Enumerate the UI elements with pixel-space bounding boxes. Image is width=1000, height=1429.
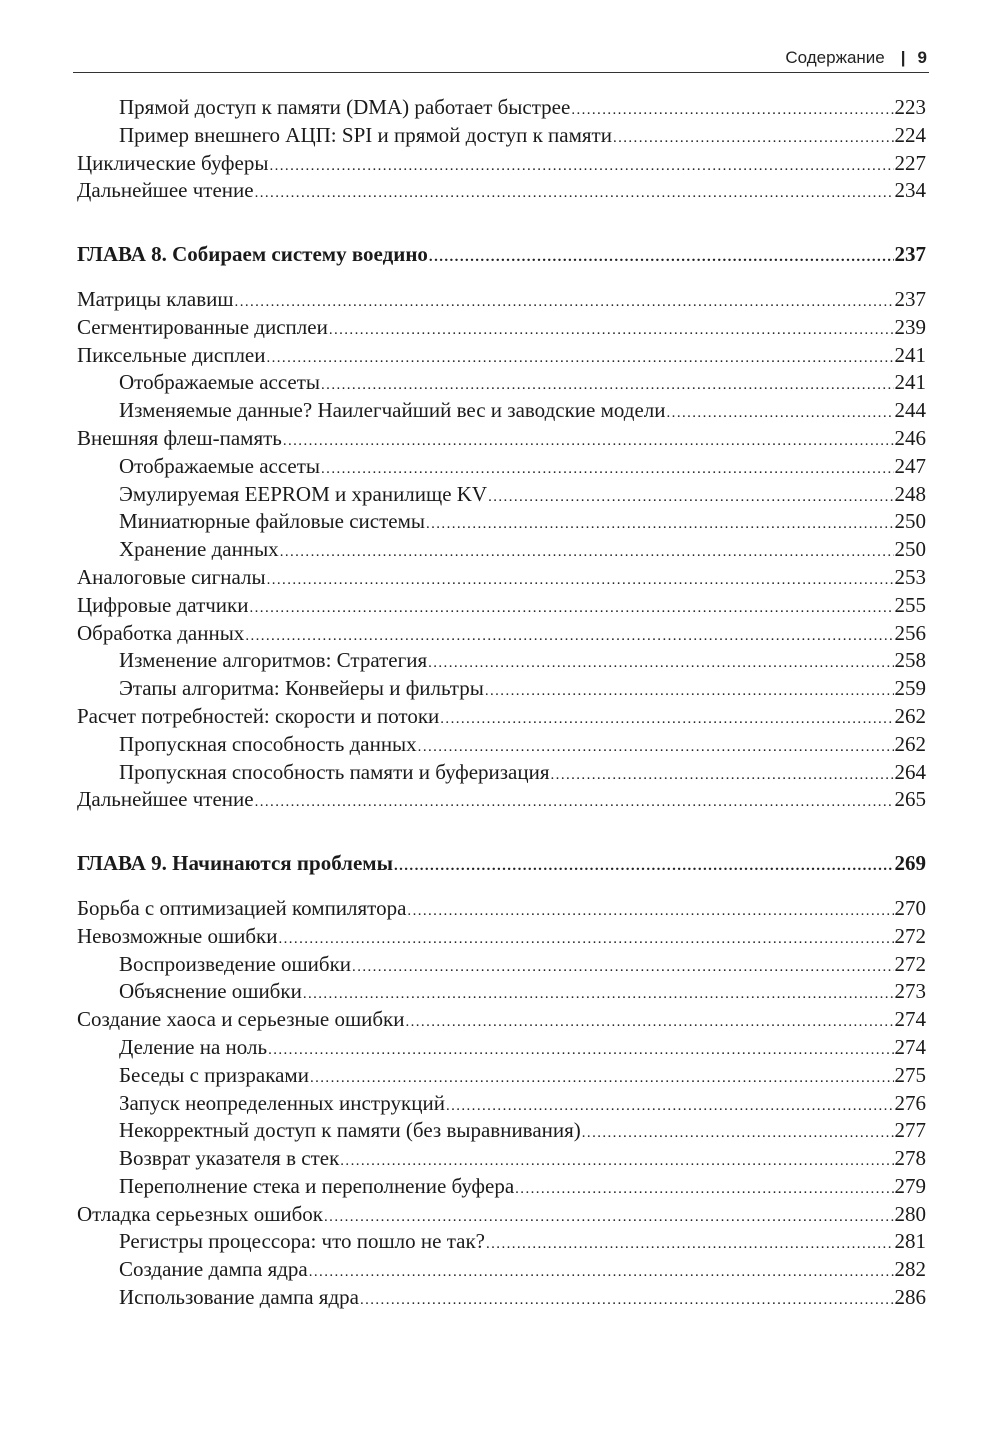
toc-entry[interactable]: Невозможные ошибки ..... 272 — [77, 923, 926, 951]
toc-entry[interactable]: Пиксельные дисплеи ..... 241 — [77, 342, 926, 370]
toc-entry[interactable]: Борьба с оптимизацией компилятора ..... 270 — [77, 895, 926, 923]
toc-entry[interactable]: Создание дампа ядра ..... 282 — [77, 1256, 926, 1284]
toc-entry[interactable]: Внешняя флеш-память ..... 246 — [77, 425, 926, 453]
toc-entry[interactable]: Расчет потребностей: скорости и потоки ..... 262 — [77, 703, 926, 731]
toc-entry[interactable]: Возврат указателя в стек ..... 278 — [77, 1145, 926, 1173]
running-header — [73, 44, 929, 73]
toc-entry[interactable]: Изменение алгоритмов: Стратегия ..... 258 — [77, 647, 926, 675]
chapter-8-heading[interactable]: ГЛАВА 8. Собираем систему воедино ..... 237 — [77, 241, 926, 269]
toc-entry[interactable]: Эмулируемая EEPROM и хранилище KV ..... 248 — [77, 481, 926, 509]
toc-entry[interactable]: Объяснение ошибки ..... 273 — [77, 978, 926, 1006]
header-page-number: 9 — [917, 48, 927, 67]
toc-entry[interactable]: Деление на ноль ..... 274 — [77, 1034, 926, 1062]
toc-entry[interactable]: Отладка серьезных ошибок ..... 280 — [77, 1201, 926, 1229]
toc-entry[interactable]: Пропускная способность данных ..... 262 — [77, 731, 926, 759]
toc-entry[interactable]: Запуск неопределенных инструкций ..... 276 — [77, 1090, 926, 1118]
toc-entry[interactable]: Хранение данных ..... 250 — [77, 536, 926, 564]
toc-entry[interactable]: Переполнение стека и переполнение буфера ..... 279 — [77, 1173, 926, 1201]
toc-entry[interactable]: Регистры процессора: что пошло не так? ..... 281 — [77, 1228, 926, 1256]
toc-entry[interactable]: Этапы алгоритма: Конвейеры и фильтры ..... 259 — [77, 675, 926, 703]
toc-entry[interactable]: Обработка данных ..... 256 — [77, 620, 926, 648]
toc-entry[interactable]: Воспроизведение ошибки ..... 272 — [77, 951, 926, 979]
toc-entry[interactable]: Дальнейшее чтение ..... 265 — [77, 786, 926, 814]
toc-entry[interactable]: Изменяемые данные? Наилегчайший вес и заводские модели ..... 244 — [77, 397, 926, 425]
toc-entry[interactable]: Аналоговые сигналы ..... 253 — [77, 564, 926, 592]
toc-entry[interactable]: Циклические буферы ..... 227 — [77, 150, 926, 178]
toc-entry[interactable]: Миниатюрные файловые системы ..... 250 — [77, 508, 926, 536]
chapter-9-heading[interactable]: ГЛАВА 9. Начинаются проблемы ..... 269 — [77, 850, 926, 878]
header-separator: | — [900, 48, 906, 67]
toc-entry[interactable]: Беседы с призраками ..... 275 — [77, 1062, 926, 1090]
header-section-title: Содержание — [785, 48, 885, 67]
table-of-contents — [77, 94, 926, 1312]
toc-entry[interactable]: Дальнейшее чтение ..... 234 — [77, 177, 926, 205]
toc-entry[interactable]: Использование дампа ядра ..... 286 — [77, 1284, 926, 1312]
toc-entry[interactable]: Пропускная способность памяти и буферизация ..... 264 — [77, 759, 926, 787]
toc-entry[interactable]: Отображаемые ассеты ..... 247 — [77, 453, 926, 481]
toc-entry[interactable]: Прямой доступ к памяти (DMA) работает быстрее ..... 223 — [77, 94, 926, 122]
toc-entry[interactable]: Пример внешнего АЦП: SPI и прямой доступ к памяти ..... 224 — [77, 122, 926, 150]
toc-entry[interactable]: Цифровые датчики ..... 255 — [77, 592, 926, 620]
toc-entry[interactable]: Создание хаоса и серьезные ошибки ..... 274 — [77, 1006, 926, 1034]
toc-entry[interactable]: Отображаемые ассеты ..... 241 — [77, 369, 926, 397]
toc-entry[interactable]: Матрицы клавиш ..... 237 — [77, 286, 926, 314]
toc-entry[interactable]: Сегментированные дисплеи ..... 239 — [77, 314, 926, 342]
toc-entry[interactable]: Некорректный доступ к памяти (без выравнивания) ..... 277 — [77, 1117, 926, 1145]
